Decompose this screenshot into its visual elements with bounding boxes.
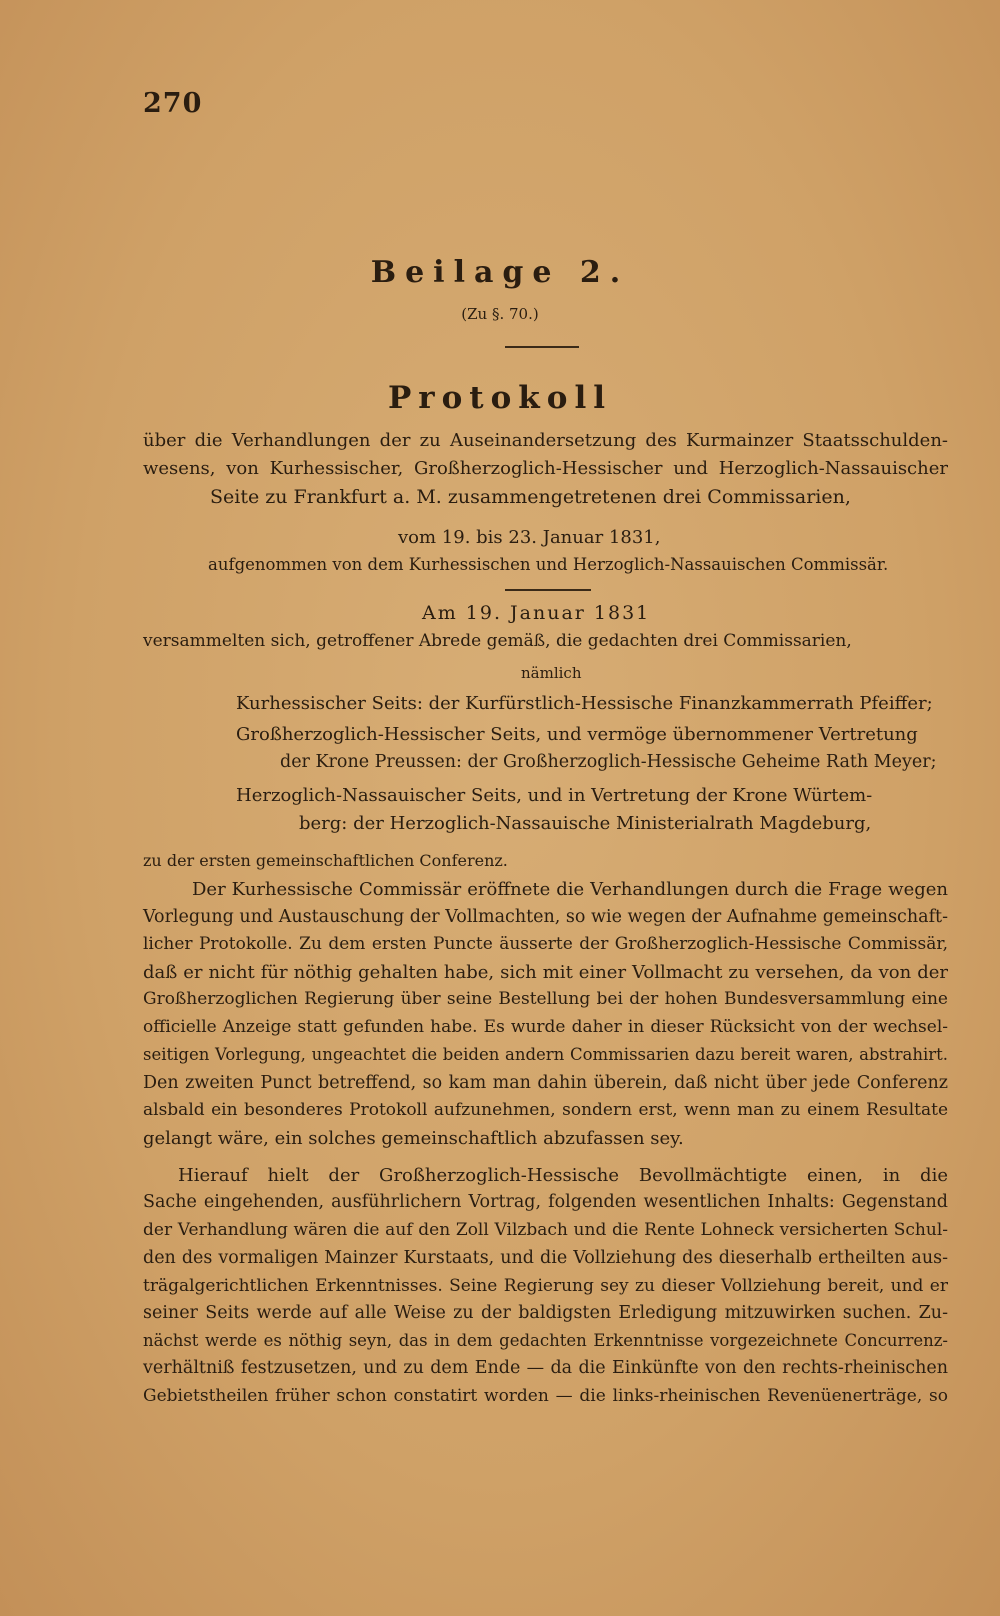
page-number: 270	[143, 88, 203, 119]
paragraph-2-line: Gebietstheilen früher schon constatirt worden — die links-rheinischen Revenüenerträge, so	[143, 1386, 948, 1406]
paragraph-1-line: alsbald ein besonderes Protokoll aufzunehmen, sondern erst, wenn man zu einem Resultate	[143, 1100, 948, 1120]
session-intro: versammelten sich, getroffener Abrede gemäß, die gedachten drei Commissarien,	[143, 631, 852, 651]
paragraph-2-line: seiner Seits werde auf alle Weise zu der baldigsten Erledigung mitzuwirken suchen. Zu-	[143, 1303, 948, 1323]
paragraph-1-line: gelangt wäre, ein solches gemeinschaftlich abzufassen sey.	[143, 1128, 684, 1149]
recorded-by: aufgenommen von dem Kurhessischen und Herzoglich-Nassauischen Commissär.	[208, 555, 889, 574]
member-nassau-cont: berg: der Herzoglich-Nassauische Ministerialrath Magdeburg,	[299, 813, 872, 834]
member-hessen: Großherzoglich-Hessischer Seits, und vermöge übernommener Vertretung	[236, 724, 918, 745]
paragraph-2-line: verhältniß festzusetzen, und zu dem Ende — da die Einkünfte von den rechts-rheinischen	[143, 1358, 948, 1378]
paragraph-1-line: daß er nicht für nöthig gehalten habe, sich mit einer Vollmacht zu versehen, da von der	[143, 962, 948, 983]
paragraph-1-line: Den zweiten Punct betreffend, so kam man dahin überein, daß nicht über jede Conferenz	[143, 1073, 948, 1093]
member-kurhessen: Kurhessischer Seits: der Kurfürstlich-Hessische Finanzkammerrath Pfeiffer;	[236, 693, 933, 714]
intro-line-1: über die Verhandlungen der zu Auseinandersetzung des Kurmainzer Staatsschulden-	[143, 430, 948, 451]
paragraph-1-line: licher Protokolle. Zu dem ersten Puncte äusserte der Großherzoglich-Hessische Commissär,	[143, 934, 948, 954]
conference-line: zu der ersten gemeinschaftlichen Conferenz.	[143, 851, 508, 870]
session-date: Am 19. Januar 1831	[422, 602, 651, 624]
paragraph-1-line: officielle Anzeige statt gefunden habe. Es wurde daher in dieser Rücksicht von der wechsel-	[143, 1017, 948, 1037]
paragraph-2-line: trägalgerichtlichen Erkenntnisses. Seine Regierung sey zu dieser Vollziehung bereit, und er	[143, 1276, 948, 1296]
paragraph-2-line: der Verhandlung wären die auf den Zoll Vilzbach und die Rente Lohneck versicherten Schul-	[143, 1220, 948, 1240]
member-hessen-cont: der Krone Preussen: der Großherzoglich-Hessische Geheime Rath Meyer;	[280, 752, 937, 772]
date-range: vom 19. bis 23. Januar 1831,	[398, 527, 661, 548]
paragraph-1-line: Vorlegung und Austauschung der Vollmachten, so wie wegen der Aufnahme gemeinschaft-	[143, 907, 948, 927]
paragraph-1-line: Großherzoglichen Regierung über seine Bestellung bei der hohen Bundesversammlung eine	[143, 989, 948, 1009]
member-nassau: Herzoglich-Nassauischer Seits, und in Vertretung der Krone Würtem-	[236, 785, 873, 806]
appendix-reference: (Zu §. 70.)	[461, 305, 539, 323]
intro-line-2: wesens, von Kurhessischer, Großherzoglich-Hessischer und Herzoglich-Nassauischer	[143, 458, 948, 479]
protocol-title: Protokoll	[387, 380, 613, 416]
paragraph-2-line: Sache eingehenden, ausführlichern Vortrag, folgenden wesentlichen Inhalts: Gegenstand	[143, 1192, 948, 1212]
intro-line-3: Seite zu Frankfurt a. M. zusammengetretenen drei Commissarien,	[210, 486, 851, 508]
paragraph-1-line: seitigen Vorlegung, ungeachtet die beiden andern Commissarien dazu bereit waren, abstrahirt.	[143, 1045, 948, 1064]
divider-middle	[505, 589, 591, 591]
paragraph-2-line: den des vormaligen Mainzer Kurstaats, und die Vollziehung des dieserhalb ertheilten aus-	[143, 1248, 948, 1268]
paragraph-2-line: Hierauf hielt der Großherzoglich-Hessische Bevollmächtigte einen, in die	[178, 1165, 948, 1186]
appendix-heading: Beilage 2.	[370, 255, 630, 290]
paragraph-1-line: Der Kurhessische Commissär eröffnete die Verhandlungen durch die Frage wegen	[192, 879, 948, 900]
paragraph-2-line: nächst werde es nöthig seyn, das in dem gedachten Erkenntnisse vorgezeichnete Concurrenz-	[143, 1331, 948, 1350]
divider-top	[505, 346, 579, 348]
namely-label: nämlich	[521, 664, 582, 682]
